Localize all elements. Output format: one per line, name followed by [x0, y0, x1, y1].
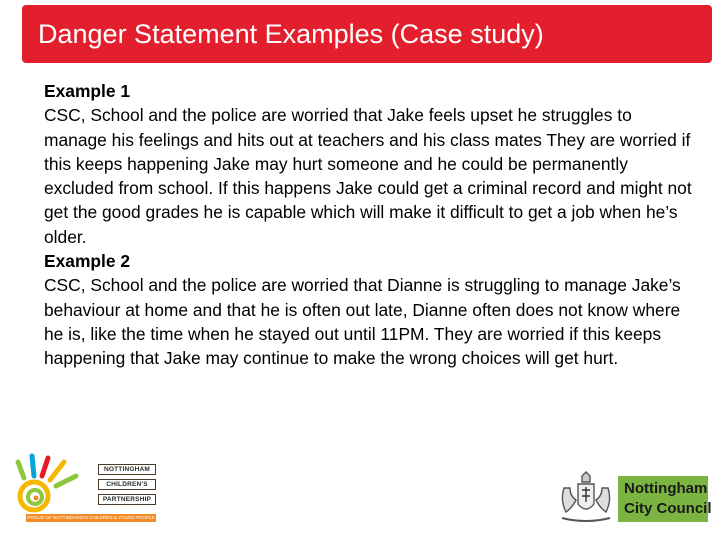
nottingham-childrens-partnership-logo — [10, 452, 160, 524]
council-name-line-1: Nottingham — [624, 480, 708, 497]
council-name-line-2: City Council — [624, 500, 712, 517]
title-bar — [22, 5, 712, 63]
slide-content — [44, 79, 694, 371]
partnership-swirl-icon — [10, 452, 100, 516]
partnership-line-1: NOTTINGHAM — [98, 464, 156, 475]
partnership-line-2: CHILDREN'S — [98, 479, 156, 490]
partnership-tagline: PROUD OF NOTTINGHAM'S CHILDREN & YOUNG PEOPLE — [27, 515, 155, 520]
nottingham-city-council-logo — [556, 470, 712, 526]
example-2-text: CSC, School and the police are worried that Dianne is struggling to manage Jake’s behaviour at home and that he is often out late, Dianne often does not know where he is, like the time when he stayed out until 11PM. They are worried if this keeps happening that Jake may continue to make the wrong choices will get hurt. — [44, 275, 681, 369]
example-1-text: CSC, School and the police are worried that Jake feels upset he struggles to manage his feelings and hits out at teachers and his class mates They are worried if this keeps happening Jake may hurt someone and he could be permanently excluded from school. If this happens Jake could get a criminal record and might not get the good grades he is capable which will make it difficult to get a job when he’s older. — [44, 105, 692, 247]
council-name-box — [618, 476, 712, 522]
partnership-line-3: PARTNERSHIP — [98, 494, 156, 505]
example-2-heading: Example 2 — [44, 251, 131, 272]
coat-of-arms-icon — [556, 470, 616, 526]
example-1-heading: Example 1 — [44, 81, 131, 101]
slide-title: Danger Statement Examples (Case study) — [38, 19, 544, 49]
